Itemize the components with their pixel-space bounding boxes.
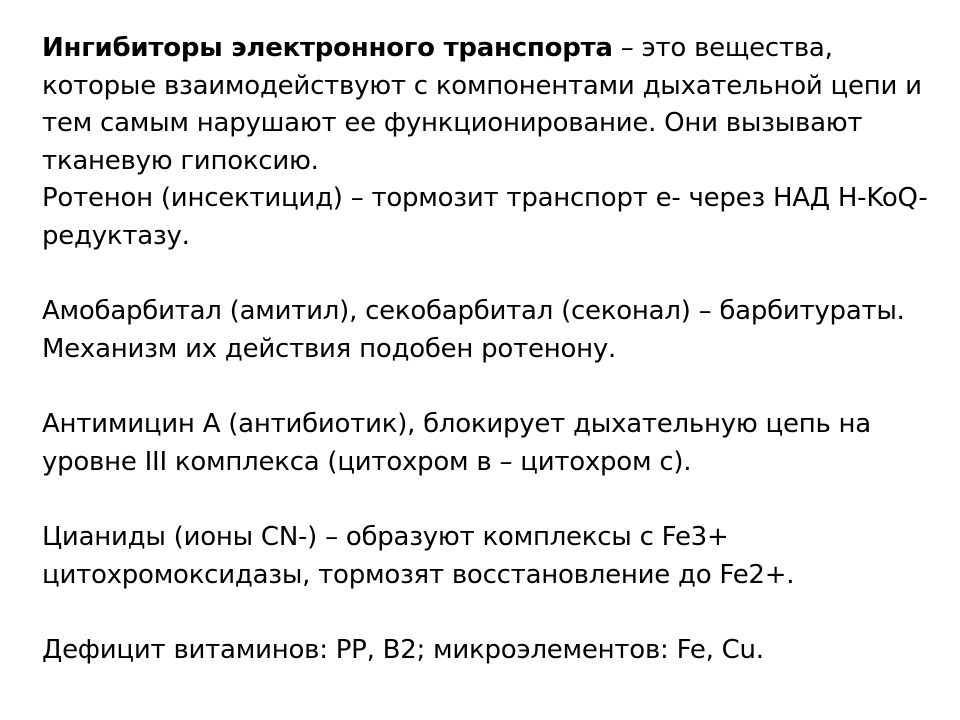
intro-term: Ингибиторы электронного транспорта xyxy=(42,33,613,63)
antimycin-paragraph: Антимицин А (антибиотик), блокирует дыхательную цепь на уровне III комплекса (цитохром в – цитохром с). xyxy=(42,409,871,477)
rotenone-paragraph: Ротенон (инсектицид) – тормозит транспорт e- через НАД Н-KoQ-редуктазу. xyxy=(42,183,928,251)
deficiency-paragraph: Дефицит витаминов: PP, B2; микроэлементов: Fe, Cu. xyxy=(42,635,764,665)
intro-text: – это вещества, которые взаимодействуют с компонентами дыхательной цепи и тем самым нарушают ее функционирование. Они вызывают тканевую гипоксию. xyxy=(42,33,922,176)
barbiturates-paragraph: Амобарбитал (амитил), секобарбитал (секонал) – барбитураты. Механизм их действия подобен ротенону. xyxy=(42,296,905,364)
intro-paragraph xyxy=(42,30,942,180)
cyanides-paragraph: Цианиды (ионы CN-) – образуют комплексы с Fe3+ цитохромоксидазы, тормозят восстановление до Fe2+. xyxy=(42,522,795,590)
slide-body xyxy=(42,30,942,670)
